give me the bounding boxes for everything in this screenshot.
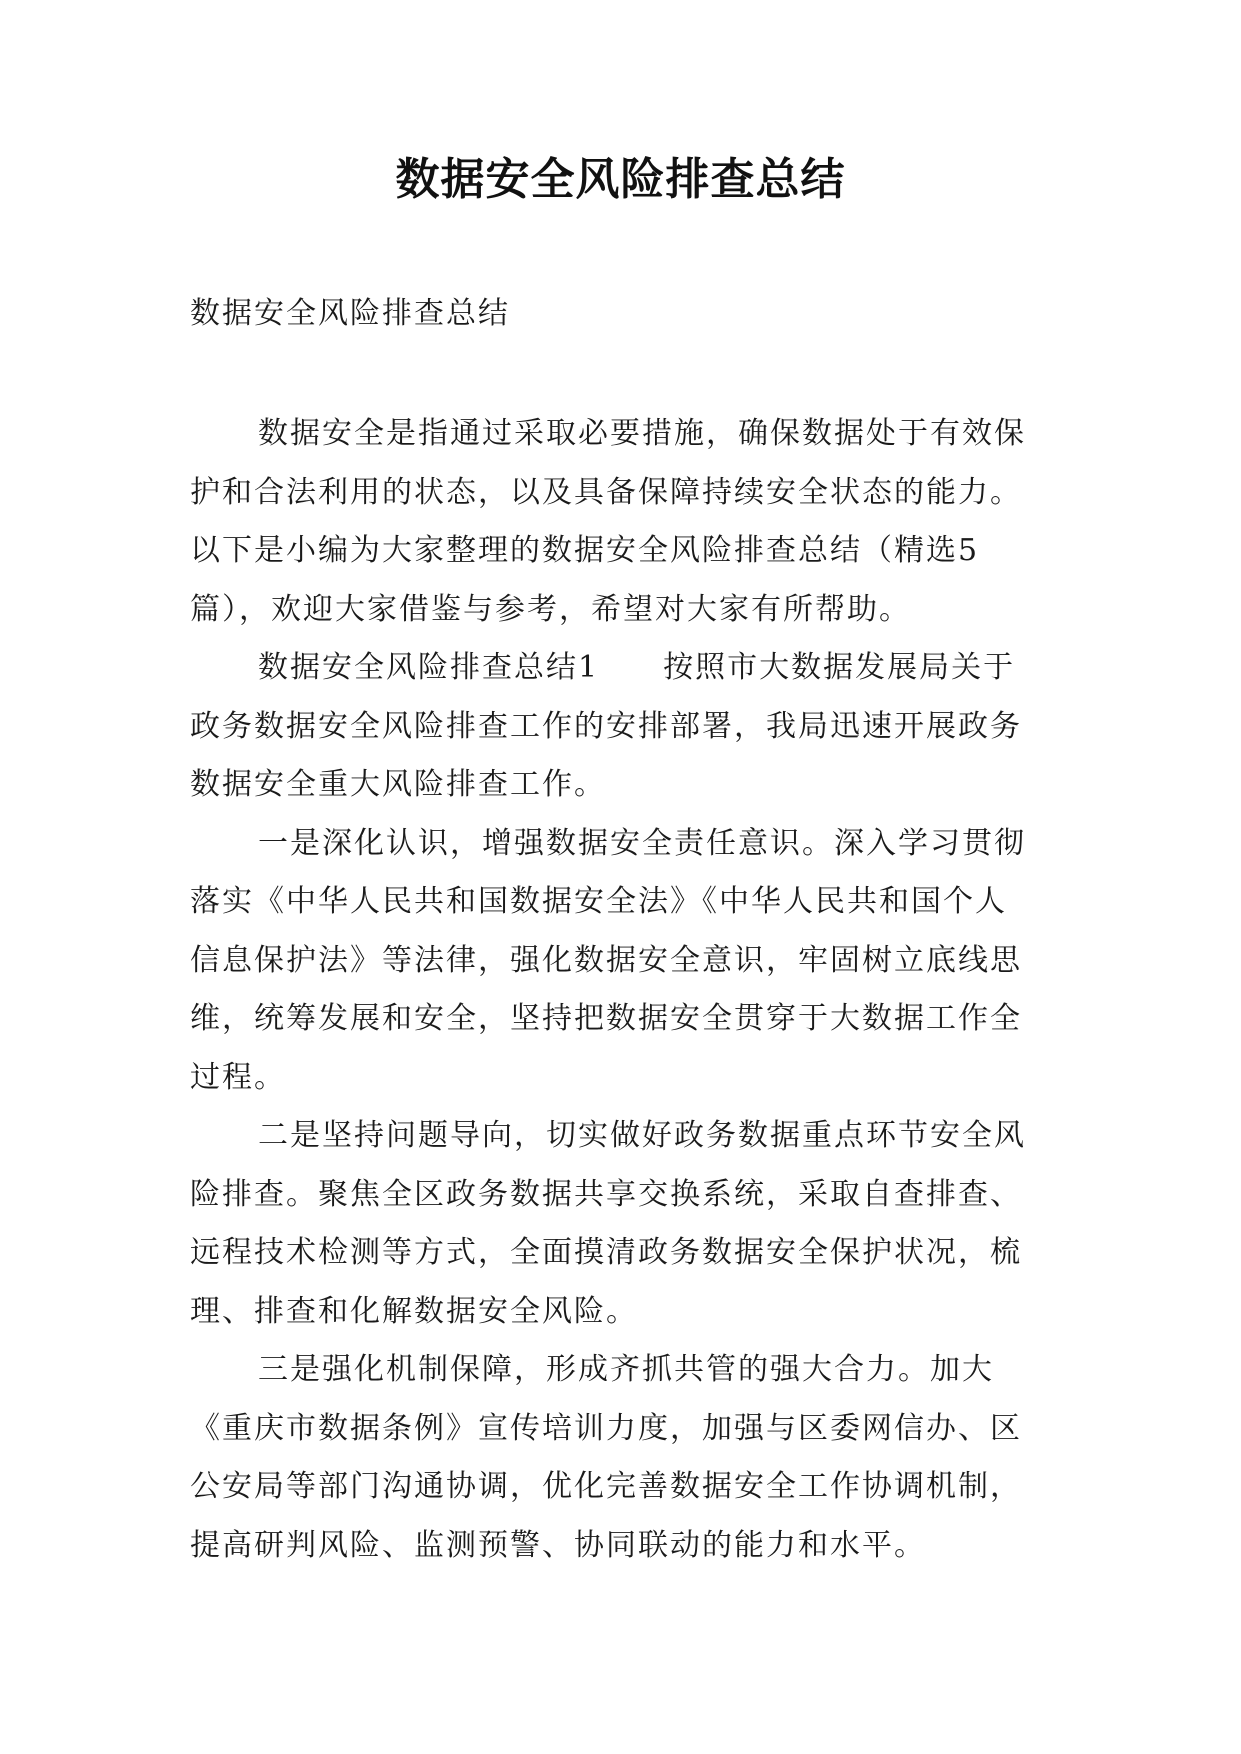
body-line: 以下是小编为大家整理的数据安全风险排查总结（精选5 xyxy=(190,533,980,568)
document-body xyxy=(190,405,1080,1575)
document-subtitle: 数据安全风险排查总结 xyxy=(190,296,510,331)
body-line: 数据安全重大风险排查工作。 xyxy=(190,767,606,802)
body-line: 维，统筹发展和安全，坚持把数据安全贯穿于大数据工作全 xyxy=(190,1001,1022,1036)
body-line: 落实《中华人民共和国数据安全法》《中华人民共和国个人 xyxy=(190,884,1007,919)
body-line: 二是坚持问题导向，切实做好政务数据重点环节安全风 xyxy=(258,1118,1026,1153)
body-line: 《重庆市数据条例》宣传培训力度，加强与区委网信办、区 xyxy=(190,1410,1022,1446)
body-line: 篇），欢迎大家借鉴与参考，希望对大家有所帮助。 xyxy=(190,591,911,627)
body-line: 公安局等部门沟通协调，优化完善数据安全工作协调机制， xyxy=(190,1469,1022,1504)
body-line: 险排查。聚焦全区政务数据共享交换系统，采取自查排查、 xyxy=(190,1176,1022,1212)
body-line: 数据安全是指通过采取必要措施，确保数据处于有效保 xyxy=(258,416,1026,451)
body-line: 信息保护法》等法律，强化数据安全意识，牢固树立底线思 xyxy=(190,942,1022,978)
body-line: 数据安全风险排查总结1 按照市大数据发展局关于 xyxy=(258,650,1016,685)
document-title: 数据安全风险排查总结 xyxy=(395,154,846,205)
body-line: 三是强化机制保障，形成齐抓共管的强大合力。加大 xyxy=(258,1352,994,1387)
body-line: 一是深化认识，增强数据安全责任意识。深入学习贯彻 xyxy=(258,825,1026,861)
body-line: 过程。 xyxy=(190,1059,286,1095)
body-line: 护和合法利用的状态，以及具备保障持续安全状态的能力。 xyxy=(190,474,1022,510)
body-line: 政务数据安全风险排查工作的安排部署，我局迅速开展政务 xyxy=(190,708,1022,744)
body-line: 理、排查和化解数据安全风险。 xyxy=(190,1293,638,1329)
body-line: 提高研判风险、监测预警、协同联动的能力和水平。 xyxy=(190,1527,926,1563)
body-line: 远程技术检测等方式，全面摸清政务数据安全保护状况，梳 xyxy=(190,1235,1022,1270)
